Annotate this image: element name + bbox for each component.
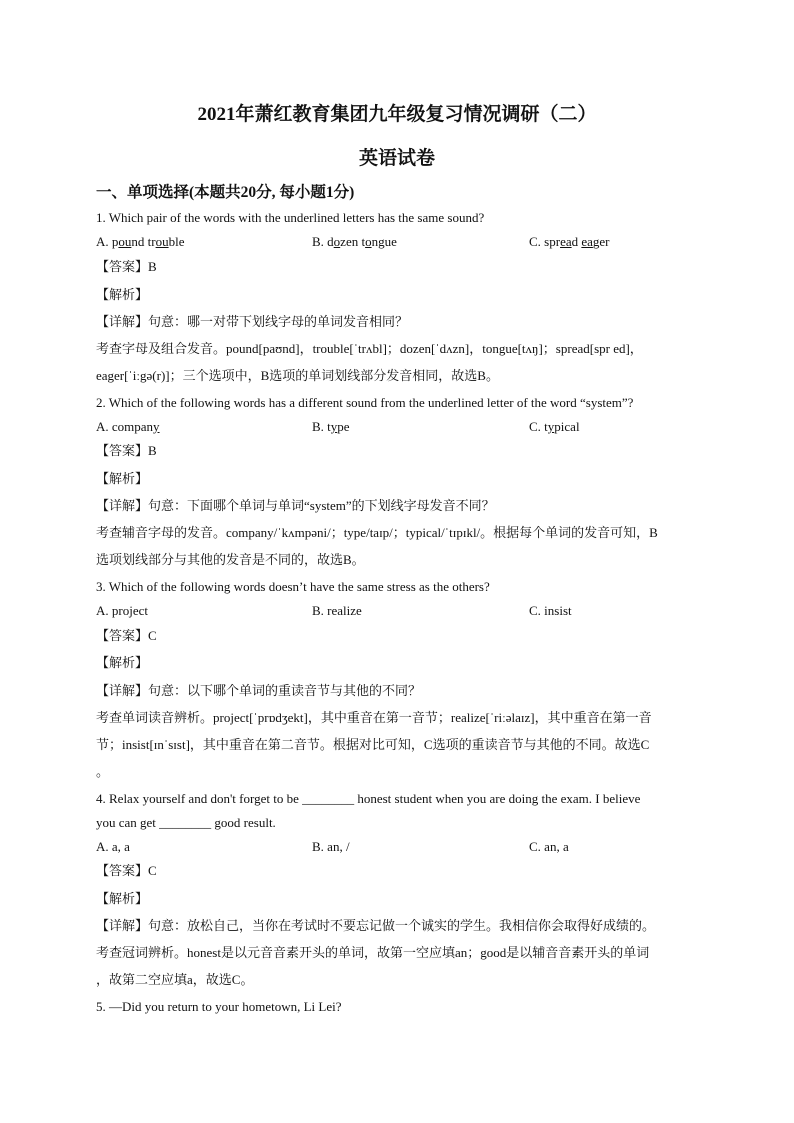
question-2-answer: 【答案】B — [96, 443, 157, 458]
question-4-analysis: 【解析】 — [96, 891, 149, 906]
question-1-option-a: A. pound trouble — [96, 234, 185, 249]
question-2-explanation-1: 考查辅音字母的发音。company/ˈkʌmpəni/；type/taɪp/；typical/ˈtɪpɪkl/。根据每个单词的发音可知，B — [96, 525, 658, 540]
question-4-explanation-2: ，故第二空应填a，故选C。 — [96, 972, 254, 987]
question-3-detail: 【详解】句意：以下哪个单词的重读音节与其他的不同？ — [96, 683, 422, 698]
question-1-explanation-2: eager[ˈiːgə(r)]；三个选项中，B选项的单词划线部分发音相同，故选B。 — [96, 368, 499, 383]
section-heading: 一、单项选择(本题共20分, 每小题1分) — [96, 184, 355, 201]
question-3-answer: 【答案】C — [96, 628, 157, 643]
question-1-answer: 【答案】B — [96, 259, 157, 274]
question-4-answer: 【答案】C — [96, 863, 157, 878]
question-4-option-c: C. an, a — [529, 839, 569, 854]
question-1-option-c: C. spread eager — [529, 234, 610, 249]
question-1-option-b: B. dozen tongue — [312, 234, 397, 249]
question-3-analysis: 【解析】 — [96, 655, 149, 670]
question-4-option-b: B. an, / — [312, 839, 350, 854]
question-4-detail: 【详解】句意：放松自己，当你在考试时不要忘记做一个诚实的学生。我相信你会取得好成绩的。 — [96, 918, 656, 933]
question-1-analysis: 【解析】 — [96, 287, 149, 302]
question-3-explanation-1: 考查单词读音辨析。project[ˈprɒdʒekt]，其中重音在第一音节；realize[ˈriːəlaɪz]，其中重音在第一音 — [96, 710, 652, 725]
question-4-stem-2: you can get ________ good result. — [96, 815, 276, 830]
question-2-stem: 2. Which of the following words has a different sound from the underlined letter of the word “system”? — [96, 395, 634, 410]
question-1-stem: 1. Which pair of the words with the underlined letters has the same sound? — [96, 210, 485, 225]
question-3-stem: 3. Which of the following words doesn’t have the same stress as the others? — [96, 579, 490, 594]
page-subtitle: 英语试卷 — [358, 148, 435, 169]
question-5-stem: 5. —Did you return to your hometown, Li Lei? — [96, 999, 342, 1014]
question-4-explanation-1: 考查冠词辨析。honest是以元音音素开头的单词，故第一空应填an；good是以辅音音素开头的单词 — [96, 945, 650, 960]
question-3-option-a: A. project — [96, 603, 148, 618]
question-3-option-b: B. realize — [312, 603, 362, 618]
question-2-detail: 【详解】句意：下面哪个单词与单词“system”的下划线字母发音不同？ — [96, 498, 495, 513]
question-2-option-b: B. type — [312, 419, 350, 434]
question-4-stem-1: 4. Relax yourself and don't forget to be ________ honest student when you are doing the exam. I believe — [96, 791, 641, 806]
question-2-explanation-2: 选项划线部分与其他的发音是不同的，故选B。 — [96, 552, 365, 567]
question-3-option-c: C. insist — [529, 603, 572, 618]
question-3-explanation-2: 节；insist[ɪnˈsɪst]，其中重音在第二音节。根据对比可知，C选项的重读音节与其他的不同。故选C — [96, 737, 650, 752]
question-2-option-a: A. company — [96, 419, 160, 434]
question-1-explanation-1: 考查字母及组合发音。pound[paʊnd]，trouble[ˈtrʌbl]；dozen[ˈdʌzn]，tongue[tʌŋ]；spread[spr ed]， — [96, 341, 643, 356]
page-title: 2021年萧红教育集团九年级复习情况调研（二） — [197, 104, 597, 125]
question-2-option-c: C. typical — [529, 419, 580, 434]
question-4-option-a: A. a, a — [96, 839, 130, 854]
question-3-explanation-3: 。 — [96, 764, 110, 779]
question-2-analysis: 【解析】 — [96, 471, 149, 486]
question-1-detail: 【详解】句意：哪一对带下划线字母的单词发音相同？ — [96, 314, 409, 329]
